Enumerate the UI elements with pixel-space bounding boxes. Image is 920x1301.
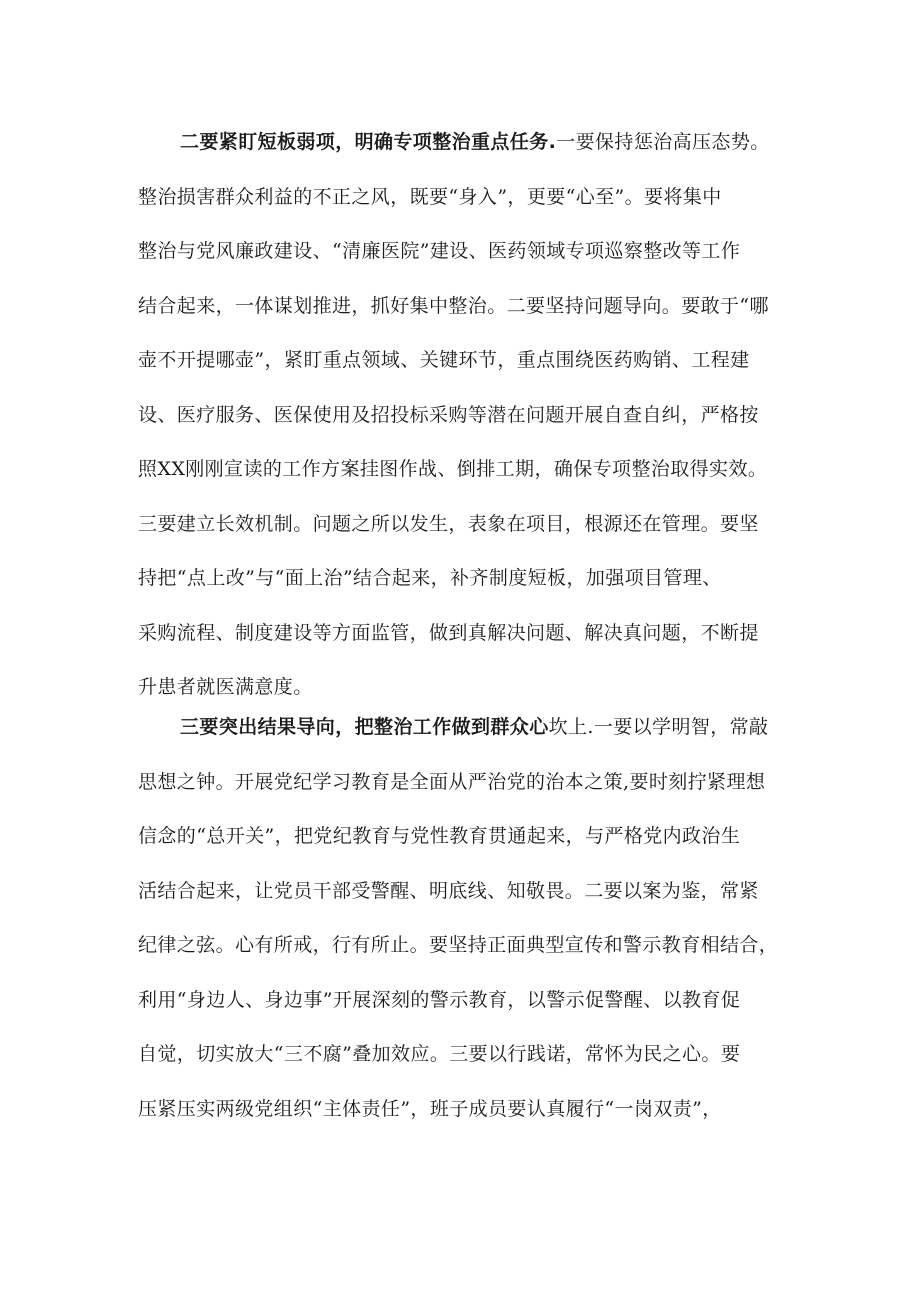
paragraph-lead-heading: 二要紧盯短板弱项，明确专项整治重点任务. xyxy=(180,131,557,153)
paragraph-line: 思想之钟。开展党纪学习教育是全面从严治党的治本之策,要时刻拧紧理想 xyxy=(138,770,766,793)
paragraph-line: 壶不开提哪壶”，紧盯重点领域、关键环节，重点围绕医药购销、工程建 xyxy=(138,349,750,371)
paragraph-first-line-text: 一要保持惩治高压态势。 xyxy=(556,131,770,153)
paragraph-rectification-tasks xyxy=(138,115,798,715)
paragraph-line: 持把“点上改”与“面上治”结合起来，补齐制度短板，加强项目管理、 xyxy=(138,567,722,589)
paragraph-line: 照XX刚刚宣读的工作方案挂图作战、倒排工期，确保专项整治取得实效。 xyxy=(138,458,768,480)
paragraph-line: 自觉，切实放大“三不腐”叠加效应。三要以行践诺，常怀为民之心。要 xyxy=(138,1043,741,1065)
paragraph-line: 采购流程、制度建设等方面监管，做到真解决问题、解决真问题，不断提 xyxy=(138,621,759,644)
paragraph-lead-heading: 三要突出结果导向，把整治工作做到群众心 xyxy=(180,716,549,738)
paragraph-line: 结合起来，一体谋划推进，抓好集中整治。二要坚持问题导向。要敢于“哪 xyxy=(138,294,769,317)
paragraph-line: 整治损害群众利益的不正之风，既要“身入”，更要“心至”。要将集中 xyxy=(138,185,722,208)
paragraph-line: 整治与党风廉政建设、“清廉医院”建设、医药领域专项巡察整改等工作 xyxy=(138,240,741,262)
paragraph-line: 升患者就医满意度。 xyxy=(138,676,313,698)
paragraph-line: 活结合起来，让党员干部受警醒、明底线、知敬畏。二要以案为鉴，常紧 xyxy=(138,879,759,902)
paragraph-first-line xyxy=(138,700,798,755)
paragraph-line: 压紧压实两级党组织“主体责任”，班子成员要认真履行“一岗双责”， xyxy=(138,1097,722,1120)
paragraph-results-orientation xyxy=(138,700,798,1136)
paragraph-line: 利用“身边人、身边事”开展深刻的警示教育，以警示促警醒、以教育促 xyxy=(138,988,741,1011)
paragraph-line: 设、医疗服务、医保使用及招投标采购等潜在问题开展自查自纠，严格按 xyxy=(138,403,759,426)
paragraph-line: 信念的“总开关”，把党纪教育与党性教育贯通起来，与严格党内政治生 xyxy=(138,825,741,847)
paragraph-line: 三要建立长效机制。问题之所以发生，表象在项目，根源还在管理。要坚 xyxy=(138,512,759,535)
paragraph-first-line-text: 坎上.一要以学明智，常敲 xyxy=(548,716,769,738)
paragraph-first-line xyxy=(138,115,798,170)
paragraph-line: 纪律之弦。心有所戒，行有所止。要坚持正面典型宣传和警示教育相结合， xyxy=(138,934,779,956)
